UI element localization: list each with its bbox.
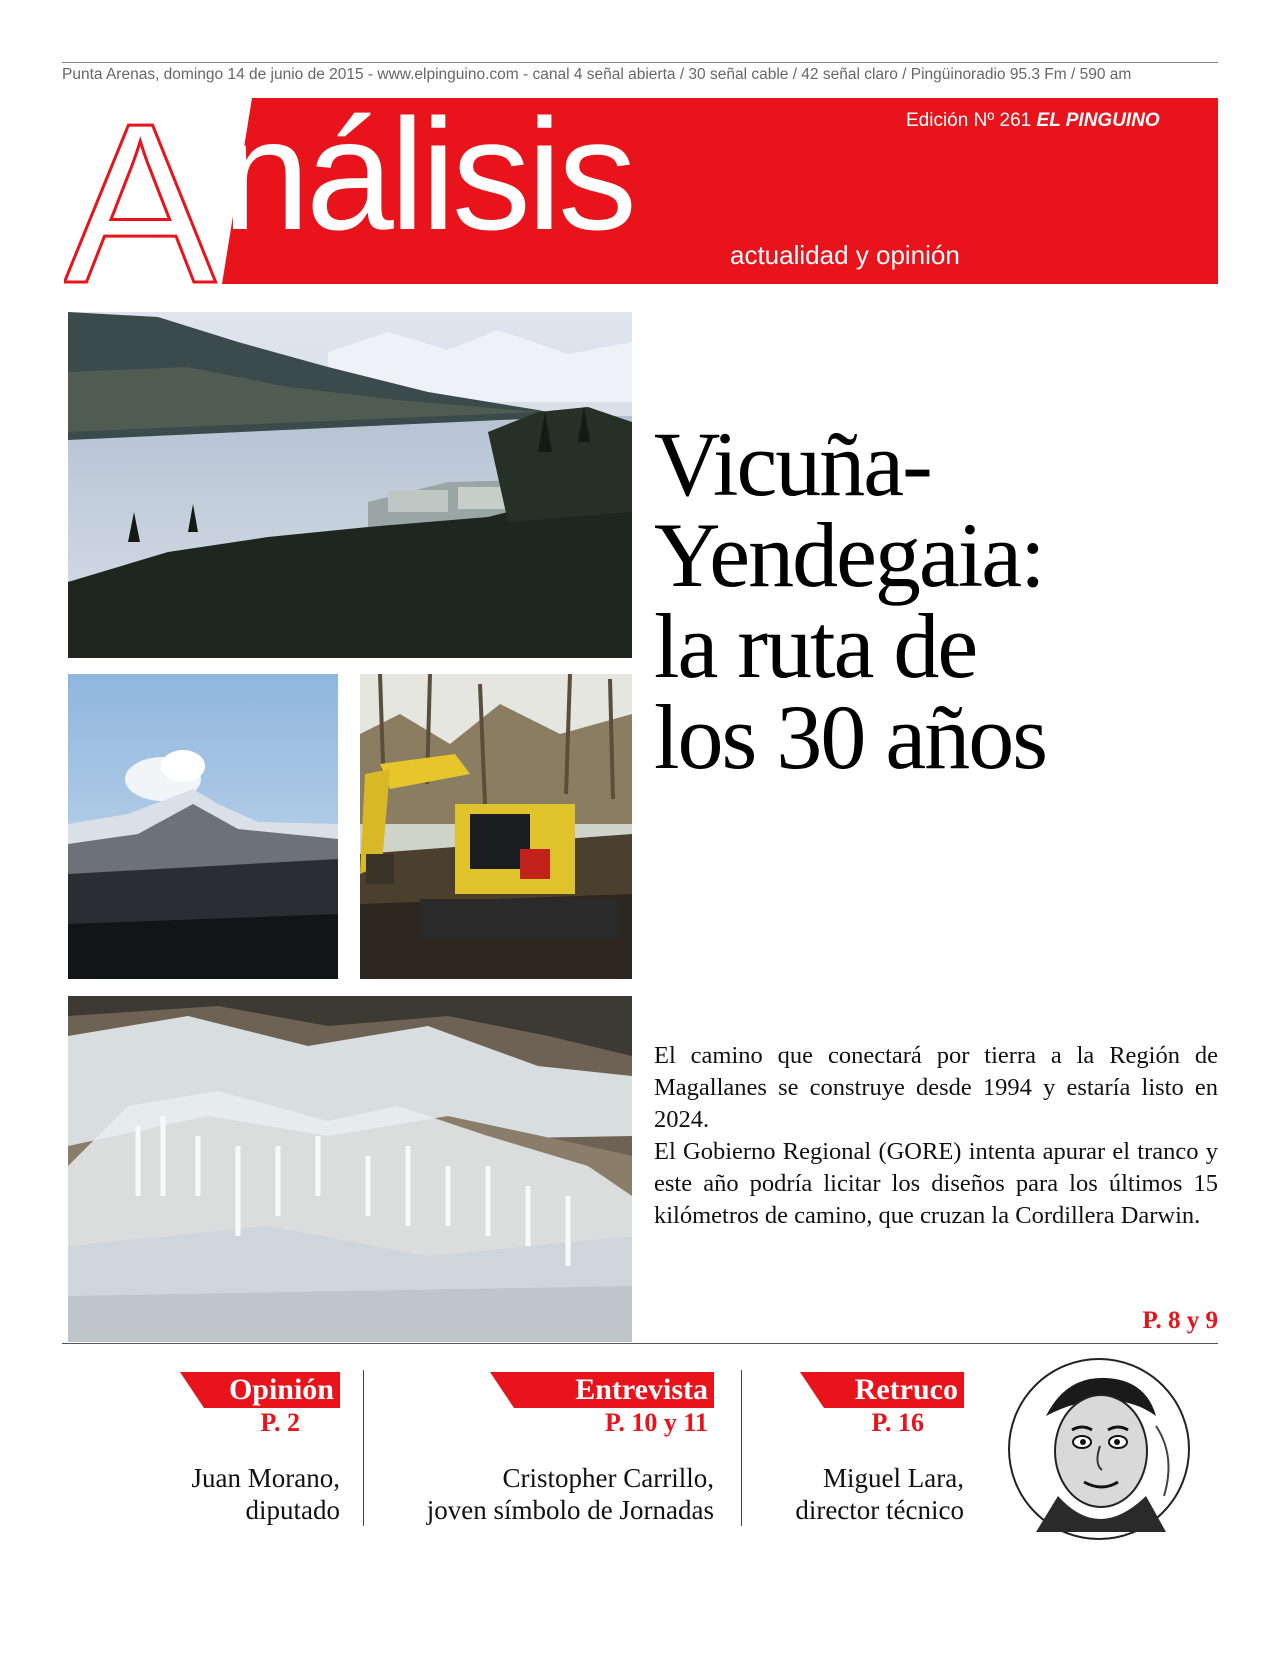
- section-label: Retruco: [854, 1373, 958, 1406]
- masthead-title: nálisis: [222, 87, 634, 263]
- photo-excavator: [360, 674, 632, 979]
- dateline: Punta Arenas, domingo 14 de junio de 2015 - www.elpinguino.com - canal 4 señal abierta / 30 señal cable / 42 señal claro / Pingüinoradio 95.3 Fm / 590 am: [62, 66, 1132, 83]
- edition-number: Edición Nº 261: [906, 110, 1032, 131]
- masthead-letter-a: [64, 98, 234, 288]
- section-desc: [80, 1462, 340, 1526]
- headline-line: Vicuña-: [654, 413, 931, 515]
- section-opinion[interactable]: [150, 1372, 340, 1525]
- section-desc: [724, 1462, 964, 1526]
- section-desc-line: Juan Morano,: [191, 1463, 340, 1493]
- section-desc-line: joven símbolo de Jornadas: [426, 1495, 714, 1525]
- cover-page-ref[interactable]: P. 8 y 9: [1142, 1307, 1218, 1334]
- headline-line: Yendegaia:: [654, 504, 1044, 606]
- section-desc: [354, 1462, 714, 1526]
- section-label: Opinión: [228, 1373, 334, 1406]
- cover-headline[interactable]: [654, 413, 1214, 788]
- headline-line: la ruta de: [654, 595, 977, 697]
- section-page: P. 2: [260, 1408, 300, 1437]
- headline-line: los 30 años: [654, 686, 1046, 788]
- section-retruco[interactable]: [760, 1372, 964, 1525]
- photo-frozen-waterfall: [68, 996, 632, 1342]
- section-desc-line: director técnico: [795, 1495, 964, 1525]
- masthead-tagline: actualidad y opinión: [730, 240, 960, 270]
- masthead-letter-a-text: A: [64, 98, 217, 288]
- section-rule: [62, 1343, 1218, 1344]
- brand-name: EL PINGUINO: [1036, 110, 1160, 131]
- section-page: P. 10 y 11: [604, 1408, 708, 1437]
- lede-paragraph: El camino que conectará por tierra a la Región de Magallanes se construye desde 1994 y estaría listo en 2024.: [654, 1042, 1218, 1133]
- photo-snowy-mountain: [68, 674, 338, 979]
- section-desc-line: Miguel Lara,: [823, 1463, 964, 1493]
- photo-lake-settlement: [68, 312, 632, 658]
- section-interview[interactable]: [426, 1372, 714, 1525]
- edition-info: [906, 110, 1160, 132]
- cover-lede: [654, 1040, 1218, 1232]
- caricature-portrait: [1006, 1356, 1192, 1542]
- section-page: P. 16: [871, 1408, 924, 1437]
- top-rule: [62, 62, 1218, 63]
- section-label: Entrevista: [575, 1373, 708, 1406]
- section-desc-line: diputado: [245, 1495, 340, 1525]
- lede-paragraph: El Gobierno Regional (GORE) intenta apurar el tranco y este año podría licitar los diseños para los últimos 15 kilómetros de camino, que cruzan la Cordillera Darwin.: [654, 1138, 1218, 1229]
- section-desc-line: Cristopher Carrillo,: [502, 1463, 714, 1493]
